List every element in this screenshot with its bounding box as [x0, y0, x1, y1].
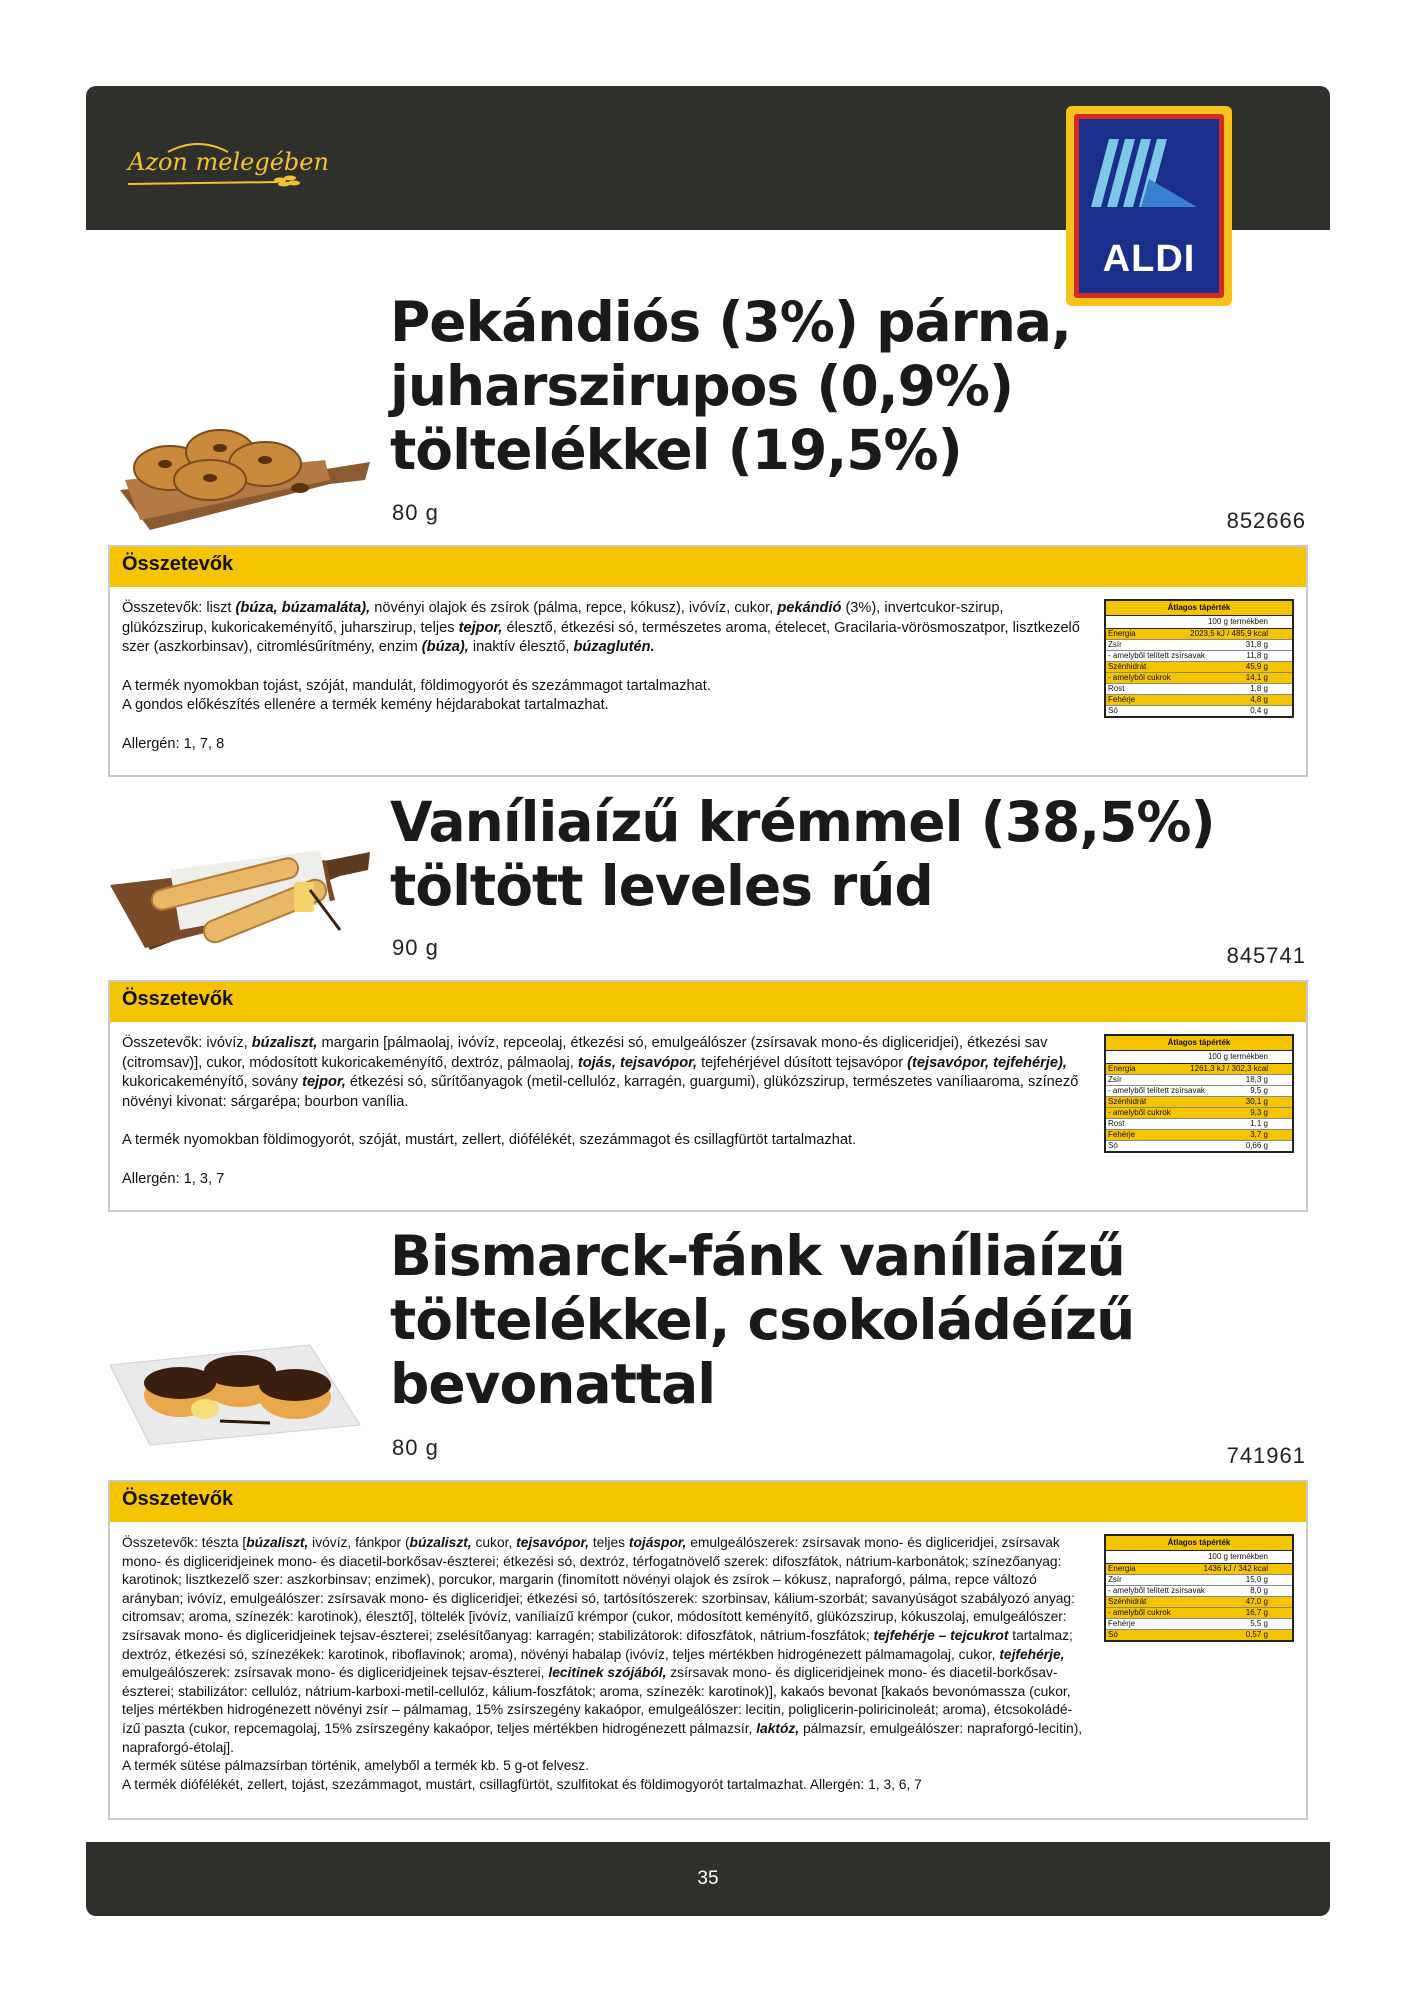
- ingredient-text: emulgeálószerek: zsírsavak mono- és digliceridjeinek tejsav-észterei,: [122, 1665, 549, 1681]
- nutrition-value: 1,1 g: [1250, 1119, 1268, 1128]
- nutrition-row: [1106, 1597, 1292, 1608]
- slogan-text: Azon melegében: [128, 148, 329, 176]
- nutrition-value: 47,0 g: [1245, 1597, 1268, 1606]
- trace-note: A termék nyomokban földimogyorót, szóját, mustárt, zellert, diófélékét, szezámmagot és csillagfürtöt tartalmazhat.: [122, 1132, 857, 1148]
- ingredients-box: [108, 1480, 1308, 1820]
- nutrition-label: Energia: [1108, 1064, 1136, 1073]
- nutrition-title: Átlagos tápérték: [1106, 1036, 1292, 1051]
- nutrition-row: [1106, 1608, 1292, 1619]
- ingredients-heading: Összetevők: [110, 1482, 1306, 1522]
- product-code: 845741: [1226, 943, 1306, 968]
- ingredient-text: pálmazsír, emulgeálószer: napraforgó-lecitin), napraforgó-étolaj].: [122, 1720, 1083, 1755]
- ingredient-text: Összetevők: ivóvíz,: [122, 1035, 252, 1051]
- nutrition-row: [1106, 1097, 1292, 1108]
- allergen-highlight: tejfehérje – tejcukrot: [873, 1627, 1009, 1643]
- ingredients-body: [110, 587, 1306, 766]
- nutrition-value: 11,8 g: [1246, 651, 1268, 660]
- ingredients-heading: Összetevők: [110, 547, 1306, 587]
- nutrition-row: [1106, 629, 1292, 640]
- nutrition-label: Energia: [1108, 629, 1136, 638]
- product-code: 741961: [1226, 1443, 1306, 1468]
- product-image-bismarck-donut: [110, 1305, 370, 1455]
- allergen-list: Allergén: 1, 7, 8: [122, 735, 225, 752]
- wheat-icon: [128, 138, 308, 198]
- allergen-highlight: búzaliszt,: [246, 1535, 309, 1550]
- allergen-highlight: (búza, búzamaláta),: [235, 600, 371, 616]
- nutrition-row: [1106, 1619, 1292, 1630]
- ingredient-text: teljes: [588, 1535, 629, 1550]
- nutrition-title: Átlagos tápérték: [1106, 601, 1292, 616]
- ingredient-text: étkezési só, sűrítőanyagok (metil-cellulóz, karragén, guargumi), glükózszirup, természetes vaníliaaroma, színező növényi kivonat: sárgarépa; bourbon vanília.: [122, 1074, 1079, 1110]
- allergen-highlight: tejpor,: [302, 1074, 346, 1090]
- nutrition-value: 5,5 g: [1250, 1619, 1268, 1628]
- nutrition-label: Zsír: [1108, 1575, 1122, 1584]
- nutrition-value: 30,1 g: [1245, 1097, 1268, 1106]
- ingredient-text: ivóvíz, fánkpor (: [308, 1535, 410, 1550]
- allergen-highlight: tejpor,: [458, 619, 503, 636]
- frying-note: A termék sütése pálmazsírban történik, amelyből a termék kb. 5 g-ot felvesz.: [122, 1758, 589, 1774]
- trace-note: A termék nyomokban tojást, szóját, mandulát, földimogyorót és szezámmagot tartalmazhat.: [122, 677, 711, 694]
- ingredient-text: emulgeálószerek: zsírsavak mono- és digliceridjei, zsírsavak mono- és digliceridjeinek mono- és diacetil-borkősav-észterei; étkezési só, dextróz, térfogatnövelő szerek: difoszfátok, nátrium-karbonátok; színezőanyag: karotinok; lisztkezelő szer: aszkorbinsav; enzimek), porcukor, margarin (finomított növényi olajok és zsírok – kókusz, napraforgó, pálma, repce változó arányban; ivóvíz, emulgeálószer: zsírsavak mono- és digliceridjei; étkezési só, tartósítószerek: szorbinsav, kálium-szorbát; savanyúságot szabályozó anyag: citromsav; aroma, színezék: karotinok), élesztő], töltelék [ivóvíz, vaníliaízű krémpor (cukor, módosított keményítő, glükózszirup, kókuszolaj, emulgeálószer: zsírsavak mono- és digliceridjeinek tejsav-észterei; zselésítőanyag: karragén; stabilizátorok: difoszfátok, nátrium-foszfátok;: [122, 1535, 1075, 1643]
- ingredients-body: [110, 1522, 1306, 1806]
- nutrition-table: [1104, 1034, 1294, 1153]
- nutrition-label: Szénhidrát: [1108, 1597, 1147, 1606]
- nutrition-value: 3,7 g: [1250, 1130, 1268, 1139]
- aldi-wordmark: ALDI: [1102, 238, 1196, 280]
- ingredient-text: (3%), invertcukor-szirup, glükózszirup, kukoricakeményítő, juharszirup, teljes: [122, 600, 1004, 636]
- ingredient-text: inaktív élesztő,: [468, 639, 574, 655]
- nutrition-title: Átlagos tápérték: [1106, 1536, 1292, 1551]
- aldi-logo-icon: [1066, 106, 1232, 306]
- nutrition-row: [1106, 706, 1292, 716]
- nutrition-label: - amelyből telített zsírsavak: [1108, 1086, 1205, 1095]
- product-weight: 80 g: [392, 1435, 439, 1460]
- nutrition-value: 0,66 g: [1245, 1141, 1268, 1150]
- nutrition-label: - amelyből telített zsírsavak: [1108, 1586, 1205, 1595]
- nutrition-label: Rost: [1108, 684, 1125, 693]
- nutrition-row: [1106, 1141, 1292, 1151]
- ingredient-text: Összetevők: tészta [: [122, 1535, 247, 1550]
- nutrition-row: [1106, 1086, 1292, 1097]
- nutrition-label: - amelyből cukrok: [1108, 1608, 1171, 1617]
- nutrition-row: [1106, 1564, 1292, 1575]
- allergen-highlight: laktóz,: [756, 1720, 800, 1736]
- nutrition-value: 14,1 g: [1245, 673, 1268, 682]
- allergen-list: Allergén: 1, 3, 7: [122, 1170, 225, 1187]
- ingredient-text: növényi olajok és zsírok (pálma, repce, kókusz), ivóvíz, cukor,: [370, 600, 778, 616]
- nutrition-row: [1106, 695, 1292, 706]
- nutrition-value: 0,57 g: [1245, 1630, 1268, 1639]
- ingredient-text: cukor,: [471, 1535, 517, 1550]
- ingredients-box: [108, 980, 1308, 1212]
- nutrition-label: Fehérje: [1108, 1130, 1136, 1139]
- nutrition-row: [1106, 662, 1292, 673]
- nutrition-row: [1106, 640, 1292, 651]
- nutrition-value: 8,0 g: [1250, 1586, 1268, 1595]
- trace-note: A termék diófélékét, zellert, tojást, szezámmagot, mustárt, csillagfürtöt, szulfitokat és földimogyorót tartalmazhat. Allergén: 1, 3, 6, 7: [122, 1776, 922, 1792]
- nutrition-row: [1106, 1575, 1292, 1586]
- nutrition-value: 4,8 g: [1250, 695, 1268, 704]
- allergen-highlight: búzaliszt,: [409, 1535, 472, 1550]
- nutrition-row: [1106, 651, 1292, 662]
- ingredients-body: [110, 1022, 1306, 1201]
- nutrition-value: 0,4 g: [1250, 706, 1268, 715]
- nutrition-table: [1104, 599, 1294, 718]
- nutrition-value: 15,0 g: [1245, 1575, 1268, 1584]
- ingredients-box: [108, 545, 1308, 777]
- allergen-highlight: tojás, tejsavópor,: [577, 1054, 698, 1071]
- product-code: 852666: [1226, 508, 1306, 533]
- nutrition-per: 100 g termékben: [1106, 1551, 1292, 1564]
- allergen-highlight: (tejsavópor, tejfehérje),: [907, 1054, 1067, 1071]
- nutrition-label: - amelyből cukrok: [1108, 1108, 1171, 1117]
- nutrition-label: - amelyből telített zsírsavak: [1108, 651, 1205, 660]
- allergen-highlight: (búza),: [421, 639, 469, 655]
- nutrition-row: [1106, 684, 1292, 695]
- nutrition-row: [1106, 1119, 1292, 1130]
- ingredient-text: margarin [pálmaolaj, ivóvíz, repceolaj, étkezési só, emulgeálószer (zsírsavak mono-és digliceridjei), étkezési sav (citromsav)], cukor, módosított kukoricakeményítő, dextróz, pálmaolaj,: [122, 1035, 1048, 1071]
- nutrition-row: [1106, 1630, 1292, 1640]
- product-title: Vaníliaízű krémmel (38,5%) töltött leveles rúd: [390, 790, 1215, 918]
- product-title: Pekándiós (3%) párna, juharszirupos (0,9%) töltelékkel (19,5%): [390, 290, 1071, 482]
- ingredients-text: [122, 1534, 1086, 1757]
- product-title: Bismarck-fánk vaníliaízű töltelékkel, csokoládéízű bevonattal: [390, 1224, 1135, 1416]
- nutrition-value: 9,5 g: [1250, 1086, 1268, 1095]
- nutrition-label: Só: [1108, 706, 1118, 715]
- nutrition-row: [1106, 1586, 1292, 1597]
- nutrition-value: 9,3 g: [1250, 1108, 1268, 1117]
- nutrition-row: [1106, 1075, 1292, 1086]
- nutrition-label: Só: [1108, 1141, 1118, 1150]
- page-number: 35: [697, 1868, 719, 1889]
- brand-slogan: [128, 138, 329, 198]
- nutrition-row: [1106, 1130, 1292, 1141]
- ingredient-text: Összetevők: liszt: [122, 600, 236, 616]
- allergen-highlight: tejsavópor,: [516, 1535, 589, 1550]
- nutrition-value: 1261,3 kJ / 302,3 kcal: [1190, 1064, 1268, 1073]
- nutrition-per: 100 g termékben: [1106, 1051, 1292, 1064]
- nutrition-label: Zsír: [1108, 640, 1122, 649]
- allergen-highlight: tejfehérje,: [999, 1646, 1065, 1662]
- nutrition-label: Zsír: [1108, 1075, 1122, 1084]
- product-image-vanilla-roll: [110, 830, 370, 980]
- nutrition-label: Só: [1108, 1630, 1118, 1639]
- nutrition-value: 45,9 g: [1245, 662, 1268, 671]
- nutrition-label: Fehérje: [1108, 695, 1136, 704]
- trace-note: A gondos előkészítés ellenére a termék kemény héjdarabokat tartalmazhat.: [122, 697, 609, 713]
- nutrition-row: [1106, 673, 1292, 684]
- footer-bar: [86, 1842, 1330, 1916]
- nutrition-label: Szénhidrát: [1108, 1097, 1147, 1106]
- product-weight: 80 g: [392, 500, 439, 525]
- nutrition-value: 18,3 g: [1245, 1075, 1268, 1084]
- ingredients-text: [122, 599, 1086, 658]
- nutrition-value: 1436 kJ / 342 kcal: [1203, 1564, 1268, 1573]
- allergen-highlight: lecitinek szójából,: [548, 1665, 667, 1681]
- nutrition-row: [1106, 1064, 1292, 1075]
- nutrition-label: - amelyből cukrok: [1108, 673, 1171, 682]
- nutrition-table: [1104, 1534, 1294, 1642]
- ingredient-text: kukoricakeményítő, sovány: [122, 1074, 303, 1090]
- allergen-highlight: pekándió: [777, 600, 842, 616]
- allergen-highlight: búzaglutén.: [573, 639, 655, 655]
- nutrition-per: 100 g termékben: [1106, 616, 1292, 629]
- nutrition-value: 31,8 g: [1245, 640, 1268, 649]
- nutrition-value: 1,8 g: [1250, 684, 1268, 693]
- allergen-highlight: búzaliszt,: [251, 1035, 318, 1051]
- ingredients-heading: Összetevők: [110, 982, 1306, 1022]
- ingredients-text: [122, 1034, 1086, 1112]
- allergen-highlight: tojáspor,: [628, 1535, 687, 1550]
- nutrition-label: Szénhidrát: [1108, 662, 1147, 671]
- nutrition-label: Fehérje: [1108, 1619, 1136, 1628]
- product-weight: 90 g: [392, 935, 439, 960]
- nutrition-label: Energia: [1108, 1564, 1136, 1573]
- ingredient-text: tejfehérjével dúsított tejsavópor: [697, 1054, 908, 1071]
- nutrition-row: [1106, 1108, 1292, 1119]
- ingredient-text: tartalmaz; dextróz, étkezési só, színezékek: karotinok, riboflavinok; aroma), növényi habalap (ivóvíz, teljes mértékben hidrogénezett pálmamagolaj, cukor,: [122, 1627, 1073, 1662]
- ingredient-text: zsírsavak mono- és digliceridjeinek mono- és diacetil-borkősav-észterei; stabilizátor: cellulóz, nátrium-karboxi-metil-cellulóz, kálium-foszfátok; aroma, színezék: karotinok)], kakaós bevonat [kakaós bevonómassza (cukor, teljes mértékben hidrogénezett növényi zsír – pálmamag, 15% zsírszegény kakaópor, emulgeálószer: lecitin, poliglicerin-poliricinoleát; aroma), étcsokoládé-ízű paszta (cukor, repcemagolaj, 15% zsírszegény kakaópor, teljes mértékben hidrogénezett pálmazsír,: [122, 1665, 1073, 1736]
- product-image-pecan-pastry: [110, 380, 370, 540]
- nutrition-value: 16,7 g: [1245, 1608, 1268, 1617]
- nutrition-label: Rost: [1108, 1119, 1125, 1128]
- ingredient-text: élesztő, étkezési só, természetes aroma, ételecet, Gracilaria-vörösmoszatpor, lisztkezelő szer (aszkorbinsav), citromlésűrítmény, enzim: [122, 619, 1080, 655]
- nutrition-value: 2023,5 kJ / 485,9 kcal: [1190, 629, 1268, 638]
